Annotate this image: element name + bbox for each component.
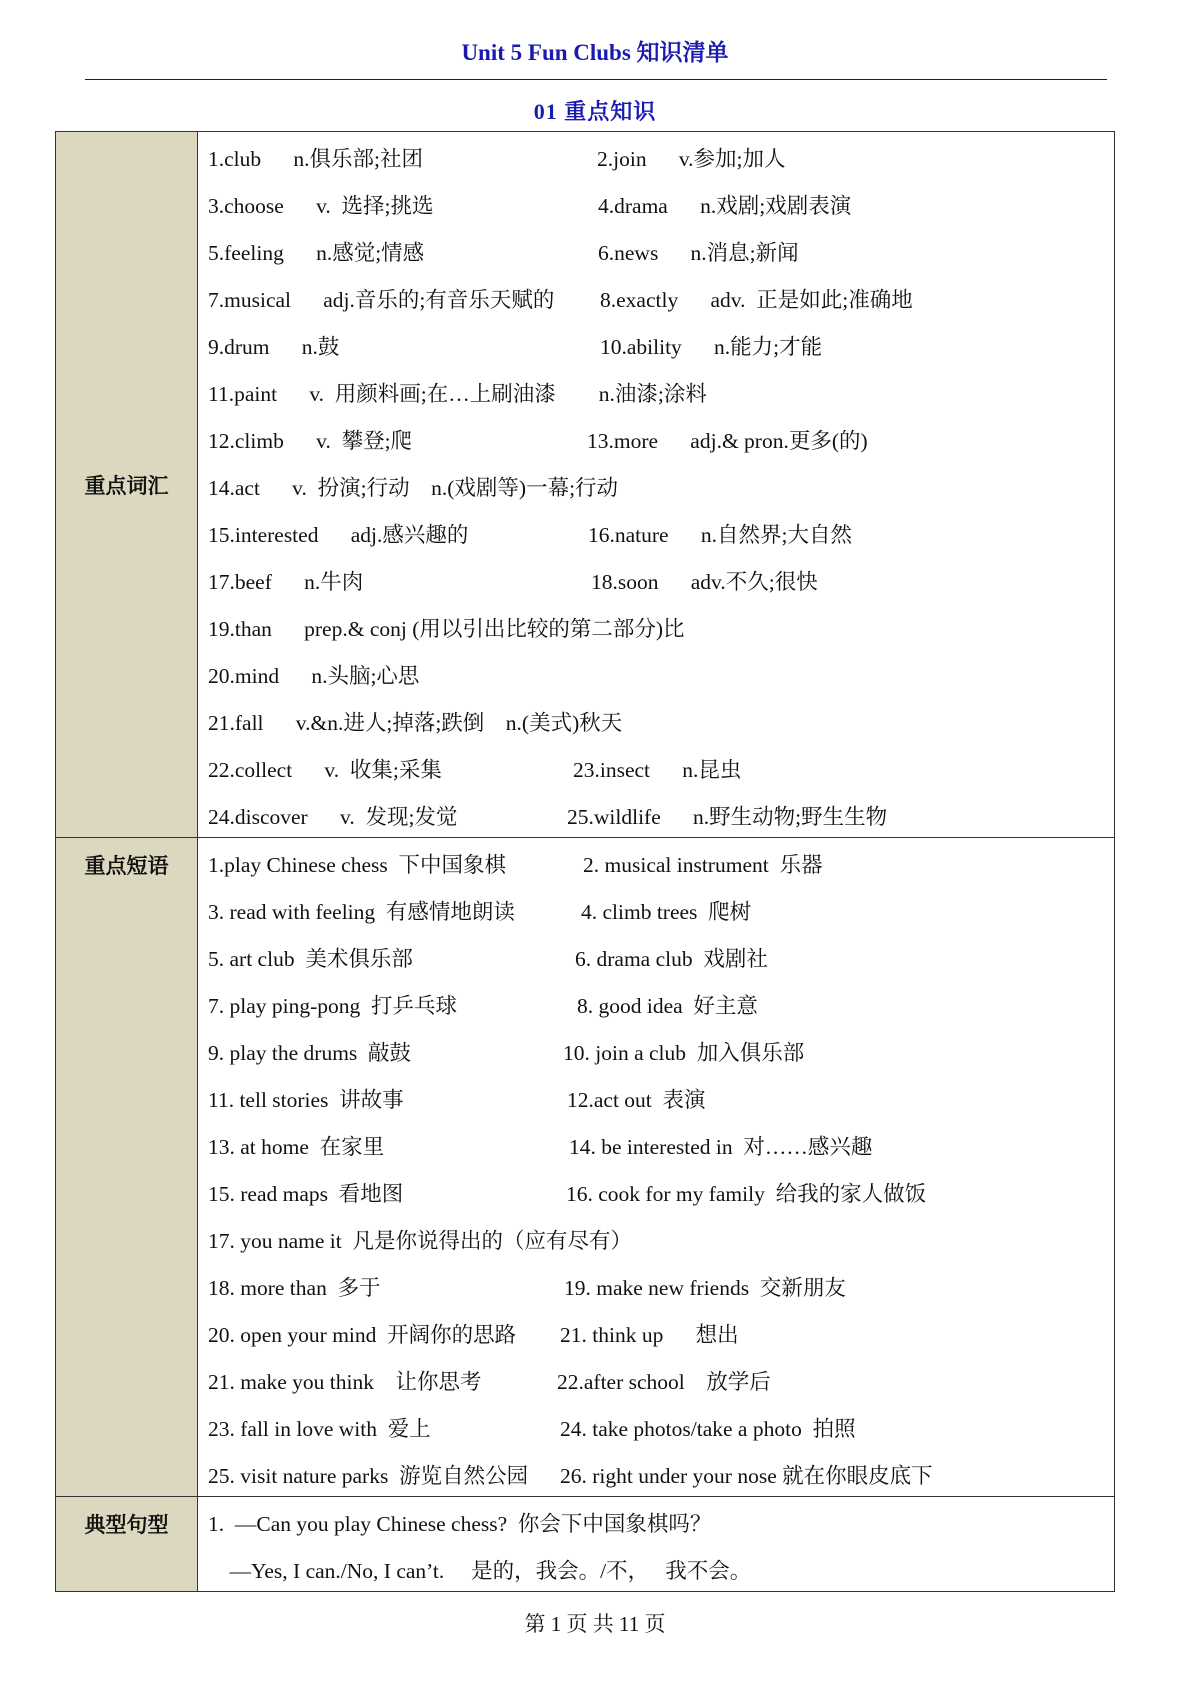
vocab-line <box>198 273 1114 320</box>
vocab-entry: 6.news n.消息;新闻 <box>598 241 799 265</box>
vocab-line <box>198 414 1114 461</box>
phrases-content <box>198 838 1115 1497</box>
phrases-entry: 1.play Chinese chess 下中国象棋 <box>208 853 506 877</box>
phrases-line <box>198 1355 1114 1402</box>
phrases-line <box>198 1449 1114 1496</box>
vocab-entry: 18.soon adv.不久;很快 <box>591 570 818 594</box>
vocab-entry: 14.act v. 扮演;行动 n.(戏剧等)一幕;行动 <box>208 476 619 500</box>
vocab-line <box>198 743 1114 790</box>
vocab-entry: 7.musical adj.音乐的;有音乐天赋的 <box>208 288 555 312</box>
vocab-line <box>198 555 1114 602</box>
document-title: Unit 5 Fun Clubs 知识清单 <box>461 40 729 65</box>
vocab-entry: 10.ability n.能力;才能 <box>600 335 823 359</box>
vocab-label: 重点词汇 <box>56 132 198 838</box>
vocab-entry: 23.insect n.昆虫 <box>573 758 742 782</box>
phrases-entry: 24. take photos/take a photo 拍照 <box>560 1417 856 1441</box>
vocab-entry: 9.drum n.鼓 <box>208 335 340 359</box>
phrases-entry: 14. be interested in 对……感兴趣 <box>569 1135 873 1159</box>
vocab-entry: 11.paint v. 用颜料画;在…上刷油漆 n.油漆;涂料 <box>208 382 707 406</box>
phrases-entry: 5. art club 美术俱乐部 <box>208 947 413 971</box>
vocab-line <box>198 602 1114 649</box>
vocab-entry: 25.wildlife n.野生动物;野生生物 <box>567 805 888 829</box>
vocab-line <box>198 179 1114 226</box>
vocab-line <box>198 790 1114 837</box>
phrases-entry: 15. read maps 看地图 <box>208 1182 404 1206</box>
phrases-entry: 9. play the drums 敲鼓 <box>208 1041 412 1065</box>
vocab-entry: 19.than prep.& conj (用以引出比较的第二部分)比 <box>208 617 685 641</box>
phrases-line <box>198 1167 1114 1214</box>
sentences-line <box>198 1544 1114 1591</box>
phrases-line <box>198 1120 1114 1167</box>
phrases-entry: 17. you name it 凡是你说得出的（应有尽有） <box>208 1229 633 1253</box>
sentences-line <box>198 1497 1114 1544</box>
vocab-entry: 13.more adj.& pron.更多(的) <box>587 429 868 453</box>
vocab-line <box>198 367 1114 414</box>
header-rule <box>85 79 1107 80</box>
phrases-entry: 12.act out 表演 <box>567 1088 706 1112</box>
vocab-entry: 24.discover v. 发现;发觉 <box>208 805 458 829</box>
phrases-entry: 20. open your mind 开阔你的思路 <box>208 1323 517 1347</box>
vocab-row <box>56 132 1115 838</box>
vocab-entry: 4.drama n.戏剧;戏剧表演 <box>598 194 852 218</box>
phrases-line <box>198 1402 1114 1449</box>
phrases-line <box>198 932 1114 979</box>
vocab-entry: 20.mind n.头脑;心思 <box>208 664 420 688</box>
vocab-content <box>198 132 1115 838</box>
phrases-entry: 3. read with feeling 有感情地朗读 <box>208 900 515 924</box>
vocab-entry: 17.beef n.牛肉 <box>208 570 364 594</box>
phrases-entry: 26. right under your nose 就在你眼皮底下 <box>560 1464 933 1488</box>
phrases-entry: 2. musical instrument 乐器 <box>583 853 823 877</box>
vocab-line <box>198 649 1114 696</box>
vocab-entry: 21.fall v.&n.进人;掉落;跌倒 n.(美式)秋天 <box>208 711 623 735</box>
vocab-line <box>198 320 1114 367</box>
vocab-line <box>198 696 1114 743</box>
phrases-entry: 7. play ping-pong 打乒乓球 <box>208 994 458 1018</box>
vocab-entry: 1.club n.俱乐部;社团 <box>208 147 423 171</box>
phrases-line <box>198 1214 1114 1261</box>
vocab-line <box>198 508 1114 555</box>
phrases-entry: 13. at home 在家里 <box>208 1135 385 1159</box>
vocab-line <box>198 226 1114 273</box>
sentences-label: 典型句型 <box>56 1497 198 1592</box>
phrases-line <box>198 1261 1114 1308</box>
phrases-entry: 22.after school 放学后 <box>557 1370 771 1394</box>
vocab-entry: 3.choose v. 选择;挑选 <box>208 194 434 218</box>
vocab-line <box>198 461 1114 508</box>
phrases-entry: 19. make new friends 交新朋友 <box>564 1276 846 1300</box>
knowledge-table <box>55 131 1115 1592</box>
phrases-entry: 21. make you think 让你思考 <box>208 1370 482 1394</box>
phrases-entry: 21. think up 想出 <box>560 1323 739 1347</box>
phrases-entry: 4. climb trees 爬树 <box>581 900 752 924</box>
phrases-row <box>56 838 1115 1497</box>
phrases-entry: 18. more than 多于 <box>208 1276 381 1300</box>
vocab-line <box>198 132 1114 179</box>
phrases-line <box>198 979 1114 1026</box>
vocab-entry: 8.exactly adv. 正是如此;准确地 <box>600 288 913 312</box>
phrases-line <box>198 1308 1114 1355</box>
phrases-entry: 10. join a club 加入俱乐部 <box>563 1041 805 1065</box>
phrases-line <box>198 838 1114 885</box>
phrases-line <box>198 1026 1114 1073</box>
phrases-entry: 16. cook for my family 给我的家人做饭 <box>566 1182 927 1206</box>
vocab-entry: 5.feeling n.感觉;情感 <box>208 241 425 265</box>
phrases-line <box>198 1073 1114 1120</box>
sentences-entry: —Yes, I can./No, I can’t. 是的，我会。/不， 我不会。 <box>208 1559 752 1583</box>
vocab-entry: 16.nature n.自然界;大自然 <box>588 523 852 547</box>
phrases-entry: 25. visit nature parks 游览自然公园 <box>208 1464 529 1488</box>
phrases-entry: 23. fall in love with 爱上 <box>208 1417 431 1441</box>
phrases-line <box>198 885 1114 932</box>
section-heading: 01 重点知识 <box>533 99 657 124</box>
phrases-entry: 11. tell stories 讲故事 <box>208 1088 404 1112</box>
vocab-entry: 22.collect v. 收集;采集 <box>208 758 442 782</box>
sentences-entry: 1. —Can you play Chinese chess? 你会下中国象棋吗？ <box>208 1512 712 1536</box>
vocab-entry: 15.interested adj.感兴趣的 <box>208 523 469 547</box>
page-footer: 第 1 页 共 11 页 <box>524 1612 666 1636</box>
sentences-row <box>56 1497 1115 1592</box>
phrases-entry: 8. good idea 好主意 <box>577 994 758 1018</box>
phrases-label: 重点短语 <box>56 838 198 1497</box>
phrases-entry: 6. drama club 戏剧社 <box>575 947 768 971</box>
vocab-entry: 12.climb v. 攀登;爬 <box>208 429 413 453</box>
vocab-entry: 2.join v.参加;加人 <box>597 147 786 171</box>
sentences-content <box>198 1497 1115 1592</box>
